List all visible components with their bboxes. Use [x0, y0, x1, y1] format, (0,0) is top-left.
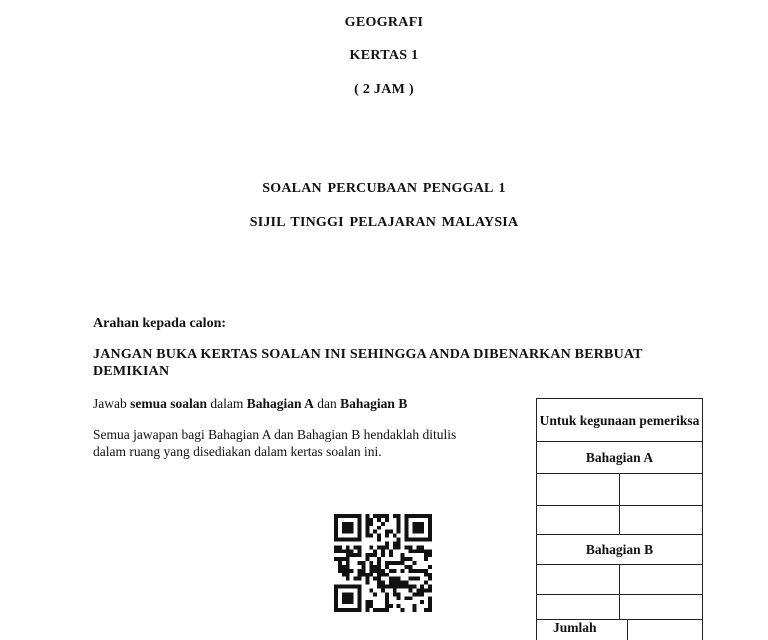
subject-title: GEOGRAFI	[344, 15, 424, 30]
answer-and: dan	[313, 396, 341, 411]
section-b-row-2	[537, 595, 702, 620]
instructions-heading: Arahan kepada calon:	[93, 316, 227, 331]
section-b-mark-cell	[619, 565, 702, 594]
total-label: Jumlah	[553, 620, 597, 635]
examiner-section-b: Bahagian B	[537, 535, 702, 565]
answer-note: Semua jawapan bagi Bahagian A dan Bahagian B hendaklah ditulis dalam ruang yang disediakan dalam kertas soalan ini.	[93, 427, 457, 459]
section-b-row-1	[537, 565, 702, 595]
answer-section-b: Bahagian B	[340, 396, 408, 411]
answer-mid: dalam	[207, 396, 247, 411]
exam-title: SOALAN PERCUBAAN PENGGAL 1	[262, 181, 506, 196]
section-b-mark-cell	[619, 595, 702, 619]
section-a-question-cell	[537, 506, 619, 534]
total-mark-cell	[627, 620, 702, 640]
answer-all-questions: semua soalan	[130, 396, 208, 411]
exam-duration: ( 2 JAM )	[354, 82, 414, 97]
examiner-section-a: Bahagian A	[537, 442, 702, 474]
answer-prefix: Jawab	[93, 396, 131, 411]
qr-code-icon	[334, 514, 432, 612]
certificate-title: SIJIL TINGGI PELAJARAN MALAYSIA	[249, 215, 519, 230]
section-a-mark-cell	[619, 506, 702, 534]
examiner-box-title: Untuk kegunaan pemeriksa	[537, 399, 702, 442]
section-a-row-1	[537, 474, 702, 506]
total-row	[537, 620, 702, 640]
section-b-question-cell	[537, 565, 619, 594]
answer-section-a: Bahagian A	[246, 396, 314, 411]
section-a-question-cell	[537, 474, 619, 505]
answer-instruction	[93, 395, 493, 412]
section-a-row-2	[537, 506, 702, 535]
examiner-box	[536, 398, 703, 640]
instructions-warning: JANGAN BUKA KERTAS SOALAN INI SEHINGGA ANDA DIBENARKAN BERBUAT DEMIKIAN	[93, 347, 643, 379]
section-a-mark-cell	[619, 474, 702, 505]
section-b-question-cell	[537, 595, 619, 619]
paper-number: KERTAS 1	[349, 48, 419, 63]
